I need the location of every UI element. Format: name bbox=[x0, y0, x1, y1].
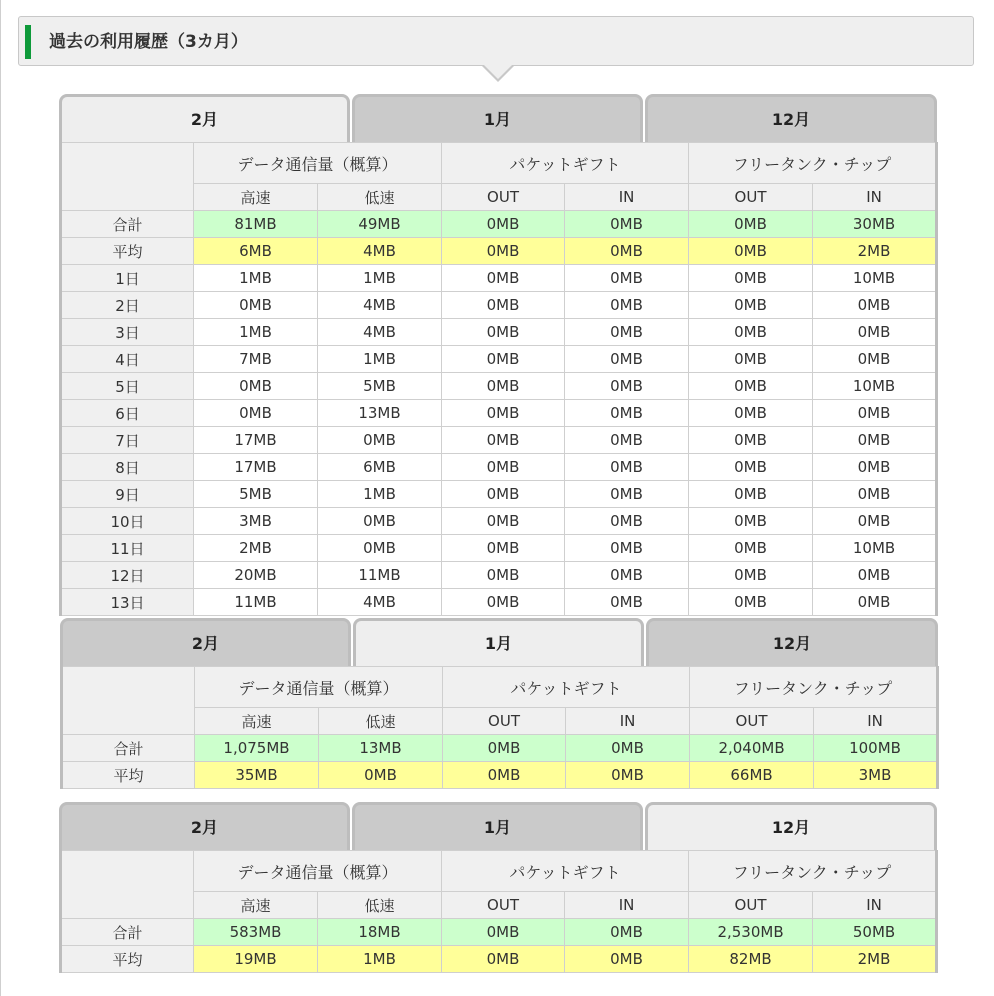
usage-value-cell: 0MB bbox=[318, 535, 442, 562]
usage-value-cell: 0MB bbox=[689, 535, 813, 562]
usage-value-cell: 2,040MB bbox=[690, 735, 814, 762]
average-row bbox=[61, 946, 937, 973]
table-row bbox=[61, 589, 937, 616]
column-subheader: 高速 bbox=[194, 892, 318, 919]
usage-value-cell: 0MB bbox=[442, 508, 565, 535]
usage-value-cell: 7MB bbox=[194, 346, 318, 373]
usage-value-cell: 1MB bbox=[318, 265, 442, 292]
usage-value-cell: 0MB bbox=[565, 589, 689, 616]
usage-value-cell: 0MB bbox=[689, 400, 813, 427]
table-row bbox=[61, 481, 937, 508]
row-label: 10日 bbox=[61, 508, 194, 535]
column-group-header: データ通信量（概算） bbox=[194, 851, 442, 892]
usage-value-cell: 0MB bbox=[813, 562, 937, 589]
usage-value-cell: 0MB bbox=[813, 427, 937, 454]
tab-month[interactable]: 1月 bbox=[352, 94, 643, 142]
usage-value-cell: 4MB bbox=[318, 238, 442, 265]
total-row bbox=[61, 919, 937, 946]
column-group-header: データ通信量（概算） bbox=[195, 667, 443, 708]
column-group-header: データ通信量（概算） bbox=[194, 143, 442, 184]
usage-value-cell: 0MB bbox=[689, 238, 813, 265]
table-corner-cell bbox=[62, 667, 195, 735]
row-label: 平均 bbox=[62, 762, 195, 789]
column-group-header: パケットギフト bbox=[442, 143, 689, 184]
usage-value-cell: 5MB bbox=[194, 481, 318, 508]
usage-value-cell: 0MB bbox=[565, 919, 689, 946]
usage-value-cell: 0MB bbox=[442, 319, 565, 346]
usage-value-cell: 0MB bbox=[813, 454, 937, 481]
table-corner-cell bbox=[61, 851, 194, 919]
usage-value-cell: 0MB bbox=[689, 562, 813, 589]
header-accent-bar bbox=[25, 25, 31, 59]
usage-value-cell: 0MB bbox=[565, 400, 689, 427]
usage-value-cell: 0MB bbox=[813, 292, 937, 319]
usage-value-cell: 0MB bbox=[565, 373, 689, 400]
usage-value-cell: 4MB bbox=[318, 292, 442, 319]
usage-value-cell: 0MB bbox=[565, 265, 689, 292]
tab-month[interactable]: 12月 bbox=[645, 802, 937, 850]
usage-value-cell: 82MB bbox=[689, 946, 813, 973]
usage-value-cell: 1MB bbox=[194, 265, 318, 292]
usage-value-cell: 0MB bbox=[689, 373, 813, 400]
usage-value-cell: 1,075MB bbox=[195, 735, 319, 762]
column-subheader: 高速 bbox=[195, 708, 319, 735]
row-label: 12日 bbox=[61, 562, 194, 589]
usage-value-cell: 0MB bbox=[565, 346, 689, 373]
usage-table bbox=[59, 850, 938, 973]
tab-month[interactable]: 1月 bbox=[352, 802, 643, 850]
column-subheader: IN bbox=[566, 708, 690, 735]
usage-value-cell: 0MB bbox=[689, 265, 813, 292]
usage-value-cell: 19MB bbox=[194, 946, 318, 973]
column-group-header: フリータンク・チップ bbox=[689, 851, 937, 892]
usage-value-cell: 0MB bbox=[442, 400, 565, 427]
row-label: 合計 bbox=[61, 919, 194, 946]
usage-value-cell: 0MB bbox=[813, 481, 937, 508]
usage-value-cell: 6MB bbox=[194, 238, 318, 265]
usage-value-cell: 10MB bbox=[813, 373, 937, 400]
section-title: 過去の利用履歴（3カ月） bbox=[49, 32, 248, 52]
column-subheader: OUT bbox=[689, 184, 813, 211]
usage-value-cell: 583MB bbox=[194, 919, 318, 946]
usage-value-cell: 0MB bbox=[442, 292, 565, 319]
usage-value-cell: 0MB bbox=[318, 427, 442, 454]
table-row bbox=[61, 535, 937, 562]
month-tabs bbox=[60, 618, 938, 666]
usage-value-cell: 0MB bbox=[689, 292, 813, 319]
table-row bbox=[61, 508, 937, 535]
usage-value-cell: 66MB bbox=[690, 762, 814, 789]
usage-value-cell: 0MB bbox=[813, 400, 937, 427]
column-subheader: IN bbox=[813, 184, 937, 211]
column-group-header: パケットギフト bbox=[442, 851, 689, 892]
usage-value-cell: 0MB bbox=[443, 735, 566, 762]
usage-value-cell: 0MB bbox=[689, 481, 813, 508]
usage-value-cell: 0MB bbox=[565, 481, 689, 508]
row-label: 7日 bbox=[61, 427, 194, 454]
row-label: 3日 bbox=[61, 319, 194, 346]
row-label: 13日 bbox=[61, 589, 194, 616]
usage-value-cell: 0MB bbox=[565, 292, 689, 319]
usage-value-cell: 0MB bbox=[813, 589, 937, 616]
column-subheader: OUT bbox=[442, 184, 565, 211]
usage-table bbox=[60, 666, 939, 789]
usage-value-cell: 13MB bbox=[319, 735, 443, 762]
month-tabs bbox=[59, 94, 937, 142]
usage-value-cell: 0MB bbox=[442, 238, 565, 265]
usage-value-cell: 0MB bbox=[566, 762, 690, 789]
usage-value-cell: 0MB bbox=[442, 427, 565, 454]
row-label: 合計 bbox=[62, 735, 195, 762]
total-row bbox=[62, 735, 938, 762]
total-row bbox=[61, 211, 937, 238]
column-subheader: 低速 bbox=[318, 184, 442, 211]
row-label: 9日 bbox=[61, 481, 194, 508]
usage-value-cell: 0MB bbox=[442, 535, 565, 562]
column-subheader: 高速 bbox=[194, 184, 318, 211]
usage-value-cell: 0MB bbox=[442, 589, 565, 616]
table-row bbox=[61, 427, 937, 454]
usage-value-cell: 11MB bbox=[194, 589, 318, 616]
month-tabs bbox=[59, 802, 937, 850]
usage-value-cell: 0MB bbox=[194, 373, 318, 400]
usage-value-cell: 0MB bbox=[813, 319, 937, 346]
usage-value-cell: 0MB bbox=[565, 238, 689, 265]
usage-value-cell: 30MB bbox=[813, 211, 937, 238]
column-subheader: 低速 bbox=[318, 892, 442, 919]
usage-panel-jan bbox=[60, 618, 938, 789]
usage-value-cell: 10MB bbox=[813, 535, 937, 562]
usage-value-cell: 3MB bbox=[814, 762, 938, 789]
average-row bbox=[62, 762, 938, 789]
usage-value-cell: 0MB bbox=[443, 762, 566, 789]
usage-value-cell: 0MB bbox=[442, 211, 565, 238]
row-label: 合計 bbox=[61, 211, 194, 238]
usage-value-cell: 4MB bbox=[318, 319, 442, 346]
table-row bbox=[61, 265, 937, 292]
usage-value-cell: 35MB bbox=[195, 762, 319, 789]
column-subheader: IN bbox=[565, 184, 689, 211]
usage-value-cell: 0MB bbox=[565, 427, 689, 454]
usage-value-cell: 6MB bbox=[318, 454, 442, 481]
tab-month[interactable]: 2月 bbox=[59, 94, 350, 142]
column-subheader: 低速 bbox=[319, 708, 443, 735]
usage-value-cell: 1MB bbox=[194, 319, 318, 346]
row-label: 8日 bbox=[61, 454, 194, 481]
tab-month[interactable]: 2月 bbox=[59, 802, 350, 850]
usage-value-cell: 0MB bbox=[442, 346, 565, 373]
row-label: 5日 bbox=[61, 373, 194, 400]
usage-value-cell: 11MB bbox=[318, 562, 442, 589]
usage-value-cell: 4MB bbox=[318, 589, 442, 616]
column-group-header: フリータンク・チップ bbox=[689, 143, 937, 184]
usage-value-cell: 2,530MB bbox=[689, 919, 813, 946]
table-row bbox=[61, 292, 937, 319]
usage-value-cell: 0MB bbox=[689, 427, 813, 454]
usage-value-cell: 2MB bbox=[813, 238, 937, 265]
table-row bbox=[61, 373, 937, 400]
usage-value-cell: 0MB bbox=[565, 211, 689, 238]
row-label: 4日 bbox=[61, 346, 194, 373]
column-subheader: IN bbox=[813, 892, 937, 919]
usage-value-cell: 3MB bbox=[194, 508, 318, 535]
usage-value-cell: 0MB bbox=[442, 265, 565, 292]
usage-value-cell: 81MB bbox=[194, 211, 318, 238]
usage-value-cell: 0MB bbox=[689, 319, 813, 346]
table-row bbox=[61, 454, 937, 481]
column-subheader: OUT bbox=[690, 708, 814, 735]
usage-value-cell: 0MB bbox=[442, 373, 565, 400]
row-label: 1日 bbox=[61, 265, 194, 292]
usage-value-cell: 0MB bbox=[813, 508, 937, 535]
usage-value-cell: 0MB bbox=[566, 735, 690, 762]
usage-value-cell: 0MB bbox=[689, 211, 813, 238]
usage-value-cell: 100MB bbox=[814, 735, 938, 762]
usage-value-cell: 0MB bbox=[194, 292, 318, 319]
usage-value-cell: 0MB bbox=[565, 319, 689, 346]
tab-month[interactable]: 2月 bbox=[60, 618, 351, 666]
usage-value-cell: 0MB bbox=[442, 946, 565, 973]
usage-value-cell: 1MB bbox=[318, 946, 442, 973]
row-label: 11日 bbox=[61, 535, 194, 562]
row-label: 平均 bbox=[61, 946, 194, 973]
usage-value-cell: 0MB bbox=[689, 508, 813, 535]
usage-value-cell: 0MB bbox=[318, 508, 442, 535]
usage-value-cell: 18MB bbox=[318, 919, 442, 946]
usage-value-cell: 13MB bbox=[318, 400, 442, 427]
table-row bbox=[61, 319, 937, 346]
tab-month[interactable]: 12月 bbox=[646, 618, 938, 666]
usage-value-cell: 0MB bbox=[813, 346, 937, 373]
usage-value-cell: 0MB bbox=[689, 589, 813, 616]
usage-value-cell: 1MB bbox=[318, 481, 442, 508]
table-row bbox=[61, 562, 937, 589]
usage-value-cell: 10MB bbox=[813, 265, 937, 292]
table-corner-cell bbox=[61, 143, 194, 211]
usage-value-cell: 0MB bbox=[442, 562, 565, 589]
column-subheader: OUT bbox=[689, 892, 813, 919]
average-row bbox=[61, 238, 937, 265]
usage-value-cell: 50MB bbox=[813, 919, 937, 946]
usage-value-cell: 0MB bbox=[565, 454, 689, 481]
row-label: 6日 bbox=[61, 400, 194, 427]
section-header bbox=[18, 16, 974, 66]
usage-value-cell: 17MB bbox=[194, 427, 318, 454]
usage-value-cell: 49MB bbox=[318, 211, 442, 238]
column-group-header: パケットギフト bbox=[443, 667, 690, 708]
usage-value-cell: 2MB bbox=[194, 535, 318, 562]
usage-value-cell: 17MB bbox=[194, 454, 318, 481]
column-subheader: IN bbox=[565, 892, 689, 919]
column-subheader: OUT bbox=[443, 708, 566, 735]
usage-value-cell: 20MB bbox=[194, 562, 318, 589]
column-group-header: フリータンク・チップ bbox=[690, 667, 938, 708]
usage-value-cell: 0MB bbox=[442, 454, 565, 481]
usage-table bbox=[59, 142, 938, 616]
column-subheader: OUT bbox=[442, 892, 565, 919]
tab-month[interactable]: 1月 bbox=[353, 618, 644, 666]
header-pointer-arrow-fill bbox=[484, 65, 512, 79]
row-label: 平均 bbox=[61, 238, 194, 265]
usage-value-cell: 0MB bbox=[194, 400, 318, 427]
usage-value-cell: 0MB bbox=[565, 535, 689, 562]
usage-panel-feb bbox=[59, 94, 937, 616]
usage-value-cell: 0MB bbox=[319, 762, 443, 789]
usage-value-cell: 5MB bbox=[318, 373, 442, 400]
usage-value-cell: 0MB bbox=[442, 919, 565, 946]
usage-value-cell: 1MB bbox=[318, 346, 442, 373]
table-row bbox=[61, 400, 937, 427]
usage-value-cell: 0MB bbox=[565, 946, 689, 973]
usage-value-cell: 2MB bbox=[813, 946, 937, 973]
tab-month[interactable]: 12月 bbox=[645, 94, 937, 142]
usage-value-cell: 0MB bbox=[565, 508, 689, 535]
usage-panel-dec bbox=[59, 802, 937, 973]
usage-value-cell: 0MB bbox=[689, 346, 813, 373]
table-row bbox=[61, 346, 937, 373]
usage-value-cell: 0MB bbox=[565, 562, 689, 589]
page-left-border bbox=[0, 0, 1, 996]
usage-value-cell: 0MB bbox=[689, 454, 813, 481]
row-label: 2日 bbox=[61, 292, 194, 319]
column-subheader: IN bbox=[814, 708, 938, 735]
usage-value-cell: 0MB bbox=[442, 481, 565, 508]
